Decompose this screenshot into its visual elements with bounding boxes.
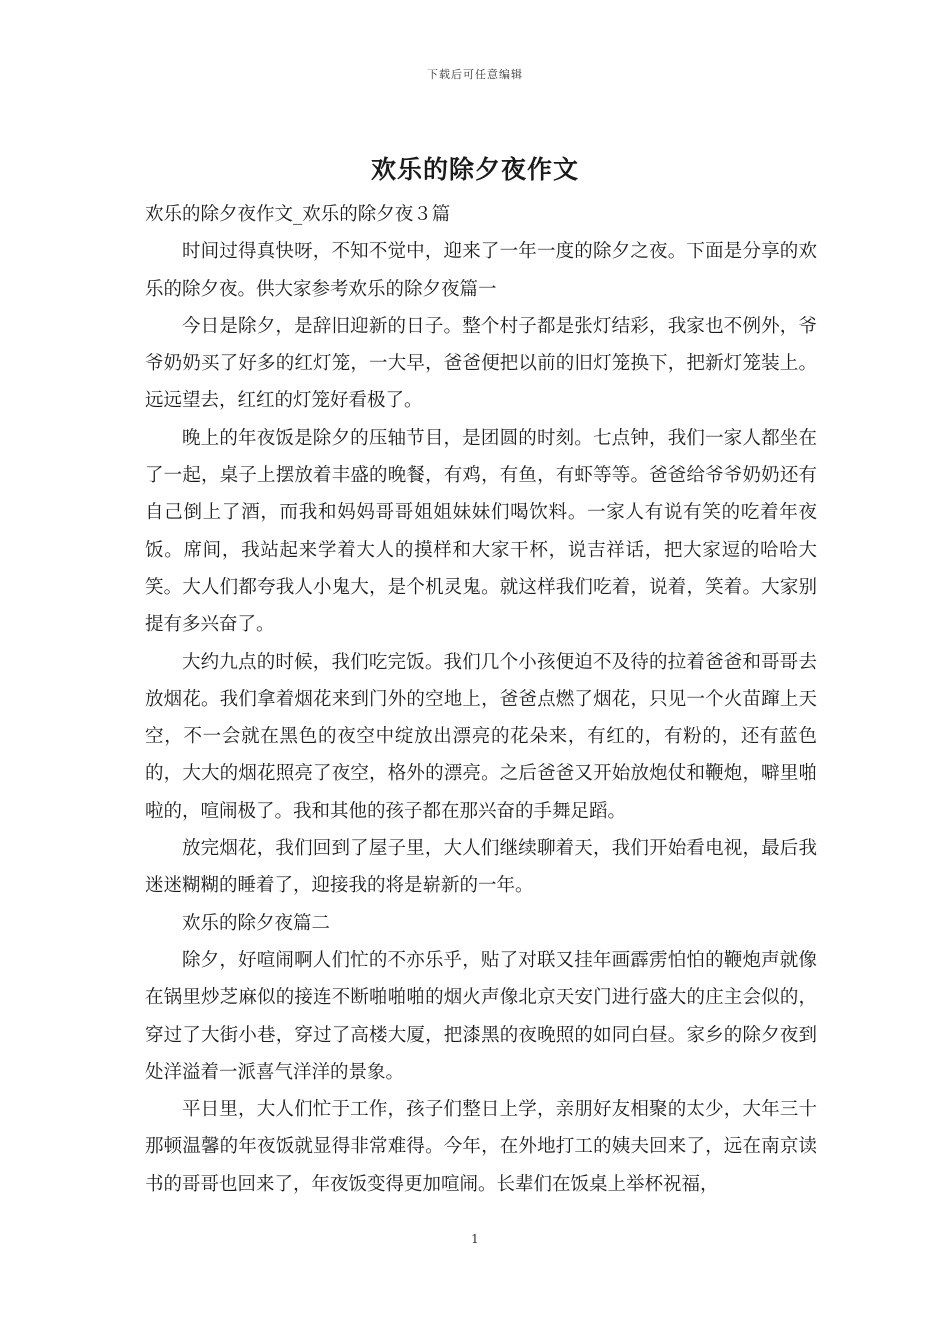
page-number: 1 [471,1232,479,1246]
document-body [145,196,817,1203]
paragraph: 今日是除夕，是辞旧迎新的日子。整个村子都是张灯结彩，我家也不例外，爷爷奶奶买了好多的红灯笼，一大早，爸爸便把以前的旧灯笼换下，把新灯笼装上。远远望去，红红的灯笼好看极了。 [145,315,817,412]
paragraph: 除夕，好喧闹啊人们忙的不亦乐乎，贴了对联又挂年画霹雳怕怕的鞭炮声就像在锅里炒芝麻似的接连不断啪啪啪的烟火声像北京天安门进行盛大的庄主会似的，穿过了大街小巷，穿过了高楼大厦，把漆黑的夜晚照的如同白昼。家乡的除夕夜到处洋溢着一派喜气洋洋的景象。 [145,949,817,1083]
section-heading: 欢乐的除夕夜篇二 [182,912,331,934]
paragraph: 平日里，大人们忙于工作，孩子们整日上学，亲朋好友相聚的太少，大年三十那顿温馨的年夜饭就显得非常难得。今年，在外地打工的姨夫回来了，远在南京读书的哥哥也回来了，年夜饭变得更加喧闹。长辈们在饭桌上举杯祝福， [145,1099,817,1195]
document-title: 欢乐的除夕夜作文 [370,155,579,184]
paragraph: 放完烟花，我们回到了屋子里，大人们继续聊着天，我们开始看电视，最后我迷迷糊糊的睡着了，迎接我的将是崭新的一年。 [145,838,817,897]
header-note: 下载后可任意编辑 [427,68,523,81]
paragraph: 晚上的年夜饭是除夕的压轴节目，是团圆的时刻。七点钟，我们一家人都坐在了一起，桌子上摆放着丰盛的晚餐，有鸡，有鱼，有虾等等。爸爸给爷爷奶奶还有自己倒上了酒，而我和妈妈哥哥姐姐妹妹们喝饮料。一家人有说有笑的吃着年夜饭。席间，我站起来学着大人的摸样和大家干杯，说吉祥话，把大家逗的哈哈大笑。大人们都夸我人小鬼大，是个机灵鬼。就这样我们吃着，说着，笑着。大家别提有多兴奋了。 [145,427,817,636]
document-subtitle: 欢乐的除夕夜作文_欢乐的除夕夜３篇 [145,204,451,225]
paragraph: 大约九点的时候，我们吃完饭。我们几个小孩便迫不及待的拉着爸爸和哥哥去放烟花。我们拿着烟花来到门外的空地上，爸爸点燃了烟花，只见一个火苗蹿上天空，不一会就在黑色的夜空中绽放出漂亮的花朵来，有红的，有粉的，还有蓝色的，大大的烟花照亮了夜空，格外的漂亮。之后爸爸又开始放炮仗和鞭炮，噼里啪啦的，喧闹极了。我和其他的孩子都在那兴奋的手舞足蹈。 [145,651,817,822]
paragraph: 时间过得真快呀，不知不觉中，迎来了一年一度的除夕之夜。下面是分享的欢乐的除夕夜。供大家参考欢乐的除夕夜篇一 [145,241,817,300]
